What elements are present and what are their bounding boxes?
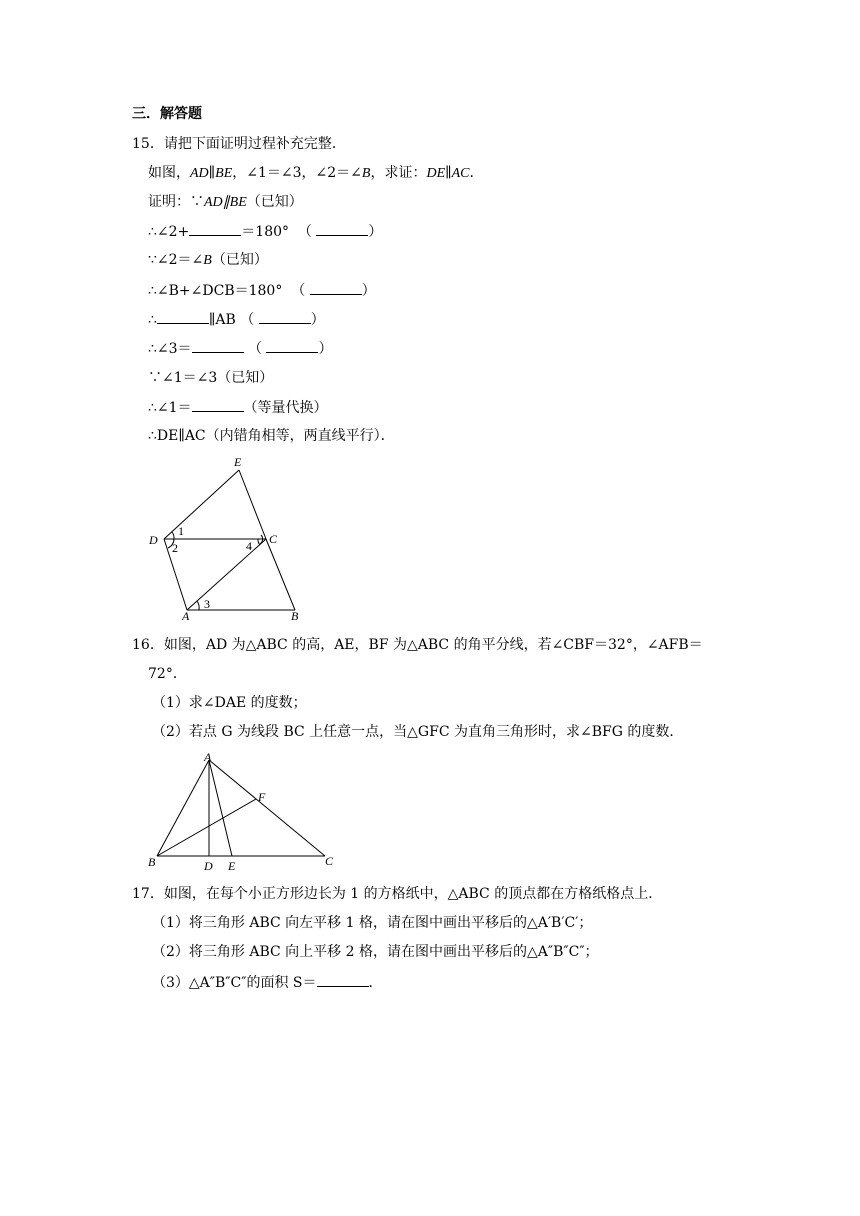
q17-part-3-suffix: ． [368,975,383,991]
proof-line-8 [148,397,328,418]
q15-given-part: BE [215,166,233,181]
label-A: A [204,750,212,764]
proof-suffix: （已知） [211,252,268,268]
q15-given-part: ∥ [208,165,216,181]
proof-text: ∴∠B+∠DCB＝180° [148,283,283,299]
proof-line-6 [148,338,332,359]
segment-AE [209,760,232,856]
label-C: C [325,854,334,868]
reason-blank[interactable] [266,338,318,353]
proof-line-7 [148,368,273,388]
proof-after: ∥AB [208,312,236,328]
proof-suffix: （已知） [246,194,303,210]
q16-figure [145,750,345,873]
q15-intro-line [132,134,346,154]
proof-text: ∴∠3＝ [148,341,192,357]
segment-DE [164,470,239,539]
q17-part-2: （2）将三角形 ABC 向上平移 2 格，请在图中画出平移后的△A″B″C″； [152,944,599,960]
q17-line-1 [132,884,662,904]
proof-text: ∴∠2+ [148,224,190,240]
angle-arc-3 [197,601,199,610]
segment-EC [239,470,266,539]
label-angle-2: 2 [172,541,178,555]
reason-blank[interactable] [259,309,311,324]
proof-text: 证明：∵ [148,194,204,210]
proof-text: ∴∠1＝ [148,400,192,416]
q15-number: 15． [132,136,164,152]
q15-given-part: B [361,166,371,181]
answer-blank[interactable] [189,221,241,236]
label-E: E [228,859,236,873]
reason-paren: （ ） [293,224,382,240]
q16-line-2: 72°． [148,666,187,682]
proof-math: B [203,253,212,268]
q16-text-1: 如图，AD 为△ABC 的高，AE，BF 为△ABC 的角平分线，若∠CBF＝32°，∠AFB＝ [163,637,703,653]
q17-number: 17． [132,886,164,902]
section-title: 三．解答题 [132,106,202,122]
q17-part-3 [152,972,383,993]
label-A: A [182,609,190,623]
reason-blank[interactable] [316,221,368,236]
segment-CB [266,539,295,610]
segment-AC [209,760,325,856]
q15-given-part: ． [469,165,484,181]
proof-after: （等量代换） [243,400,328,416]
q15-given-part: DE [426,166,446,181]
answer-blank[interactable] [192,338,244,353]
label-angle-4: 4 [246,539,252,553]
q17-part-1: （1）将三角形 ABC 向左平移 1 格，请在图中画出平移后的△A′B′C′； [152,915,593,931]
q15-given-part: ，求证： [370,165,427,181]
q15-figure [140,455,340,623]
q15-given-prefix: 如图， [148,165,190,181]
proof-text: ∴ [148,312,157,328]
proof-line-9 [148,426,395,446]
q17-part-3-prefix: （3）△A″B″C″的面积 S＝ [152,975,317,991]
q15-intro: 请把下面证明过程补充完整． [163,136,346,152]
q15-given [148,163,484,184]
proof-line-1 [148,192,303,213]
label-B: B [148,855,156,869]
label-C: C [269,532,278,546]
label-F: F [258,790,266,804]
reason-paren: （ ） [248,341,332,357]
answer-blank[interactable] [317,972,369,987]
proof-text: ∵∠2＝∠ [148,252,204,268]
proof-line-2 [148,221,382,242]
q15-given-part: AD [190,166,209,181]
proof-after: ＝180° [241,224,290,240]
proof-line-5 [148,309,325,330]
reason-blank[interactable] [310,280,362,295]
proof-text: ∴DE∥AC（内错角相等，两直线平行）． [148,428,395,444]
q15-given-part: ∥ [445,165,452,181]
q17-text-1: 如图，在每个小正方形边长为 1 的方格纸中，△ABC 的顶点都在方格纸格点上． [163,886,663,902]
answer-blank[interactable] [192,397,244,412]
label-D: D [149,533,158,547]
angle-arc-1 [172,532,174,539]
label-angle-3: 3 [204,597,210,611]
q15-given-part: ，∠1＝∠3，∠2＝∠ [232,165,362,181]
label-D: D [204,859,213,873]
proof-text: ∵∠1＝∠3（已知） [148,370,274,386]
q16-line-1 [132,635,703,655]
proof-line-4 [148,280,376,301]
answer-blank[interactable] [157,309,209,324]
q16-part-1: （1）求∠DAE 的度数； [152,695,307,711]
segment-AC [187,539,266,610]
q15-given-part: AC [451,166,470,181]
proof-line-3 [148,250,268,271]
label-B: B [291,609,299,623]
reason-paren: （ ） [287,283,376,299]
segment-BF [157,799,256,856]
label-angle-1: 1 [178,524,184,538]
q16-number: 16． [132,637,164,653]
reason-paren: （ ） [240,312,324,328]
proof-math: AD∥BE [204,195,247,210]
q16-part-2: （2）若点 G 为线段 BC 上任意一点，当△GFC 为直角三角形时，求∠BFG 的度数． [152,724,684,740]
label-E: E [234,455,242,469]
angle-arc-4 [258,539,260,545]
